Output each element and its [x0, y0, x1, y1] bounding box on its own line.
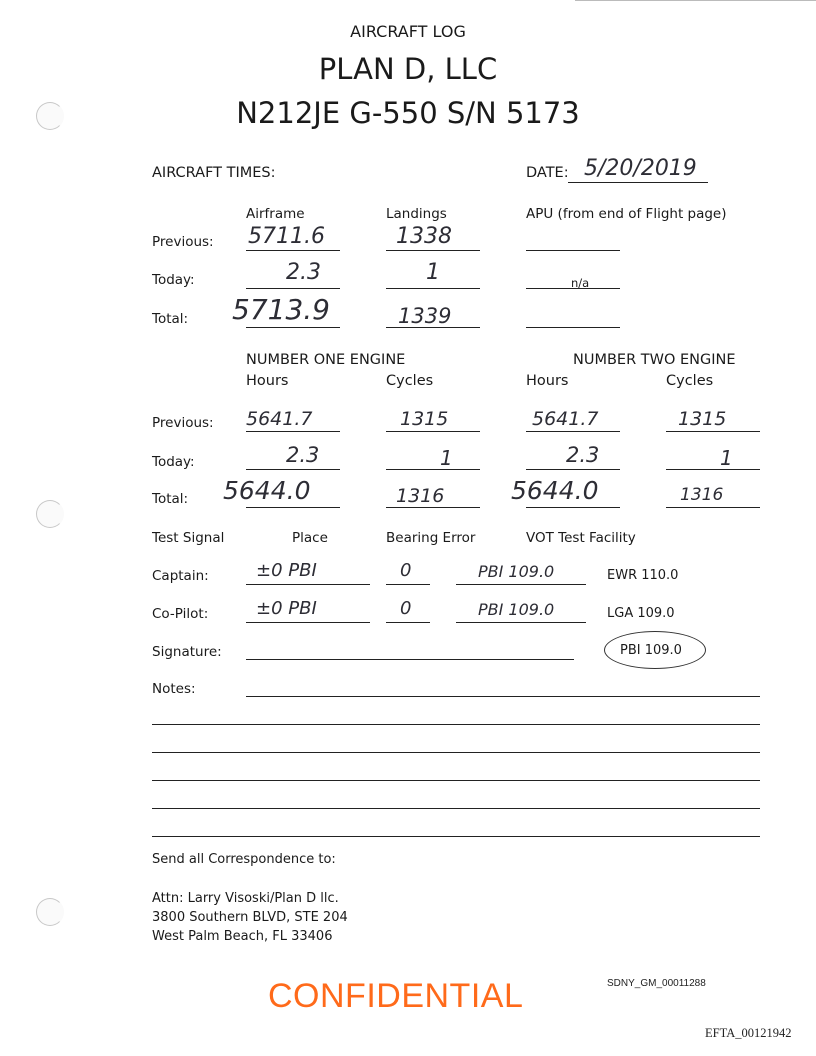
vot-option-ewr: EWR 110.0 [607, 568, 679, 583]
landings-today-line [386, 288, 480, 289]
e2-previous-hours-value: 5641.7 [532, 408, 599, 430]
notes-line [152, 836, 760, 837]
form-title: AIRCRAFT LOG [350, 22, 466, 41]
captain-facility-value: PBI 109.0 [478, 562, 555, 581]
airframe-today-line [246, 288, 340, 289]
engine1-hours-header: Hours [246, 373, 289, 389]
airframe-total-line [246, 327, 340, 328]
e1-hours-today-line [246, 469, 340, 470]
e2-cycles-total-line [666, 507, 760, 508]
engine-row-total-label: Total: [152, 491, 189, 507]
correspondence-heading: Send all Correspondence to: [152, 852, 336, 867]
e2-today-hours-value: 2.3 [566, 443, 600, 467]
aircraft-times-label: AIRCRAFT TIMES: [152, 165, 276, 181]
apu-total-line [526, 327, 620, 328]
correspondence-line1: Attn: Larry Visoski/Plan D llc. [152, 891, 339, 906]
airframe-previous-line [246, 250, 340, 251]
engine2-cycles-header: Cycles [666, 373, 714, 389]
copilot-error-value: 0 [400, 598, 412, 619]
engine1-title: NUMBER ONE ENGINE [246, 352, 406, 368]
engine-row-previous-label: Previous: [152, 415, 214, 431]
row-total-label: Total: [152, 311, 189, 327]
e2-today-cycles-value: 1 [720, 446, 733, 470]
e1-hours-total-line [246, 507, 340, 508]
notes-label: Notes: [152, 681, 196, 697]
e1-total-hours-value: 5644.0 [223, 476, 311, 505]
e1-cycles-total-line [386, 507, 480, 508]
engine2-hours-header: Hours [526, 373, 569, 389]
engine2-title: NUMBER TWO ENGINE [573, 352, 736, 368]
apu-previous-line [526, 250, 620, 251]
e2-total-cycles-value: 1316 [680, 485, 724, 505]
binder-hole [36, 500, 64, 528]
pbi-circle-mark [604, 631, 706, 669]
today-landings-value: 1 [426, 260, 440, 285]
page-top-edge [575, 0, 816, 1]
copilot-error-line [386, 622, 430, 623]
e2-cycles-today-line [666, 469, 760, 470]
engine1-cycles-header: Cycles [386, 373, 434, 389]
vot-option-lga: LGA 109.0 [607, 606, 675, 621]
copilot-label: Co-Pilot: [152, 606, 209, 622]
e2-cycles-previous-line [666, 431, 760, 432]
notes-line [246, 696, 760, 697]
row-today-label: Today: [152, 272, 195, 288]
copilot-facility-value: PBI 109.0 [478, 600, 555, 619]
signature-label: Signature: [152, 644, 222, 660]
col-vot-facility: VOT Test Facility [526, 530, 636, 546]
captain-error-value: 0 [400, 560, 412, 581]
e1-cycles-today-line [386, 469, 480, 470]
e1-previous-hours-value: 5641.7 [246, 408, 313, 430]
vot-option-pbi: PBI 109.0 [620, 643, 682, 658]
col-bearing-error: Bearing Error [386, 530, 476, 546]
e2-hours-total-line [526, 507, 620, 508]
aircraft-id: N212JE G-550 S/N 5173 [236, 96, 580, 130]
col-apu: APU (from end of Flight page) [526, 206, 727, 222]
date-value: 5/20/2019 [584, 156, 697, 181]
date-line [568, 182, 708, 183]
efta-number: EFTA_00121942 [705, 1026, 792, 1040]
col-place: Place [292, 530, 328, 546]
e1-previous-cycles-value: 1315 [400, 408, 449, 430]
captain-facility-line [456, 584, 586, 585]
date-label: DATE: [526, 165, 569, 181]
notes-line [152, 808, 760, 809]
e2-hours-today-line [526, 469, 620, 470]
e1-cycles-previous-line [386, 431, 480, 432]
previous-landings-value: 1338 [396, 224, 452, 249]
today-airframe-value: 2.3 [286, 260, 321, 285]
e1-today-cycles-value: 1 [440, 446, 453, 470]
total-landings-value: 1339 [398, 304, 452, 328]
confidential-stamp: CONFIDENTIAL [268, 977, 524, 1015]
e1-total-cycles-value: 1316 [396, 485, 445, 507]
captain-place-value: ±0 PBI [256, 560, 317, 581]
copilot-facility-line [456, 622, 586, 623]
today-apu-value: n/a [571, 276, 590, 290]
row-previous-label: Previous: [152, 234, 214, 250]
engine-row-today-label: Today: [152, 454, 195, 470]
e2-hours-previous-line [526, 431, 620, 432]
company-name: PLAN D, LLC [318, 52, 498, 86]
e1-today-hours-value: 2.3 [286, 443, 320, 467]
captain-label: Captain: [152, 568, 209, 584]
landings-previous-line [386, 250, 480, 251]
correspondence-line2: 3800 Southern BLVD, STE 204 [152, 910, 348, 925]
col-landings: Landings [386, 206, 447, 222]
notes-line [152, 780, 760, 781]
total-airframe-value: 5713.9 [232, 293, 330, 326]
e2-previous-cycles-value: 1315 [678, 408, 727, 430]
col-airframe: Airframe [246, 206, 305, 222]
copilot-place-value: ±0 PBI [256, 598, 317, 619]
e2-total-hours-value: 5644.0 [511, 476, 599, 505]
copilot-place-line [246, 622, 370, 623]
bates-number: SDNY_GM_00011288 [607, 978, 706, 989]
notes-line [152, 752, 760, 753]
col-test-signal: Test Signal [152, 530, 225, 546]
captain-error-line [386, 584, 430, 585]
correspondence-line3: West Palm Beach, FL 33406 [152, 929, 333, 944]
signature-line [246, 659, 574, 660]
binder-hole [36, 898, 64, 926]
notes-line [152, 724, 760, 725]
captain-place-line [246, 584, 370, 585]
previous-airframe-value: 5711.6 [248, 224, 325, 249]
e1-hours-previous-line [246, 431, 340, 432]
